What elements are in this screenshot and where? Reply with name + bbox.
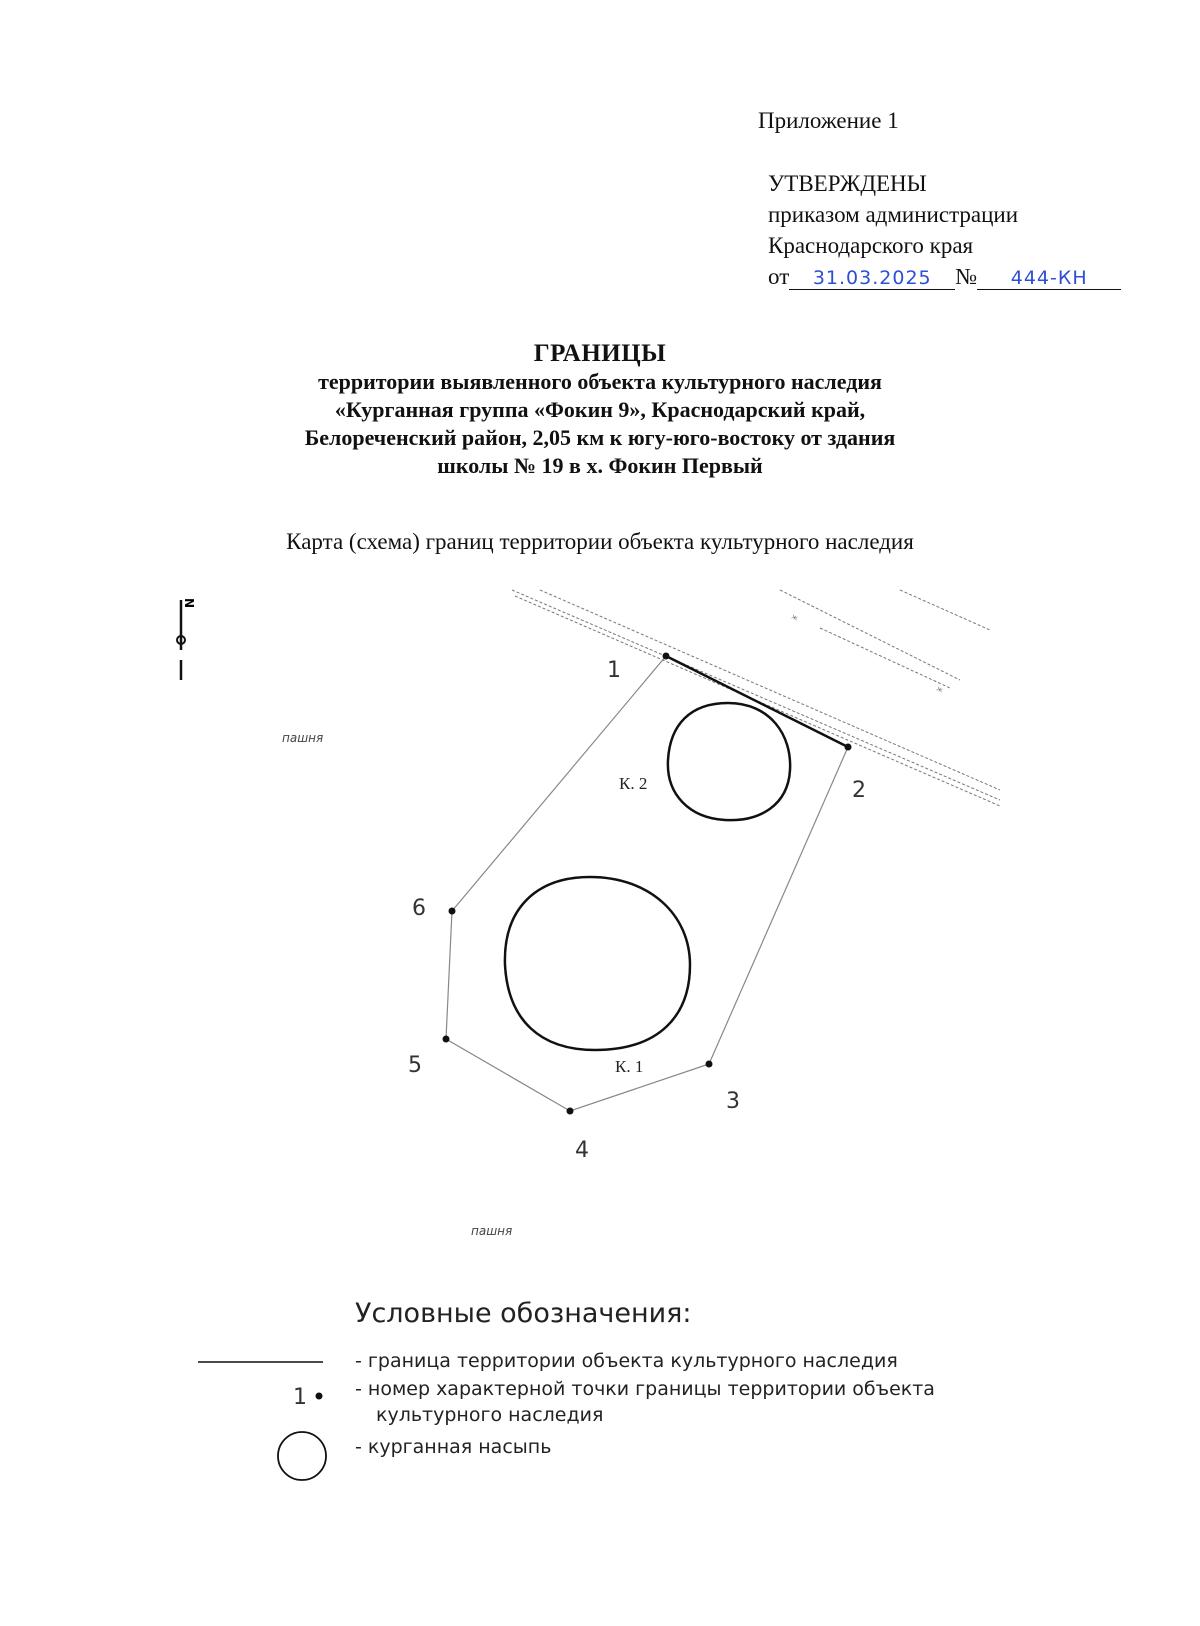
title-line-1: территории выявленного объекта культурного наследия	[318, 369, 882, 394]
mound-k1	[505, 877, 690, 1050]
handwritten-number: 444-КН	[977, 267, 1121, 290]
point-6-marker	[449, 908, 456, 915]
title-line-4: школы № 19 в х. Фокин Первый	[437, 453, 763, 478]
mound-k2-label: К. 2	[619, 774, 648, 793]
road-lines	[512, 590, 1000, 806]
boundary-points	[443, 653, 852, 1115]
boundary-road-segment	[666, 656, 848, 747]
handwritten-date: 31.03.2025	[789, 267, 955, 290]
legend-point-number: 1	[293, 1385, 307, 1410]
road-mark-1: ж	[790, 612, 800, 623]
mound-k1-label: К. 1	[615, 1057, 644, 1076]
point-1-marker	[663, 653, 670, 660]
road-mark-2: ж	[935, 684, 945, 695]
north-arrow-icon	[177, 598, 196, 680]
date-prefix: от	[768, 264, 790, 289]
legend-mound-text: - курганная насыпь	[355, 1436, 552, 1458]
title-line-3: Белореченский район, 2,05 км к югу-юго-востоку от здания	[304, 425, 896, 450]
point-3-marker	[706, 1061, 713, 1068]
point-4-marker	[567, 1108, 574, 1115]
approved-by-line-2: Краснодарского края	[768, 233, 974, 258]
approved-label: УТВЕРЖДЕНЫ	[768, 171, 927, 196]
legend-point-text: - номер характерной точки границы территории объекта	[355, 1378, 935, 1400]
territory-boundary	[446, 656, 848, 1111]
title-main: ГРАНИЦЫ	[533, 340, 667, 367]
number-prefix: №	[955, 264, 978, 289]
field-label-2: пашня	[471, 1224, 513, 1238]
legend-title: Условные обозначения:	[355, 1298, 692, 1329]
point-2-label: 2	[852, 778, 866, 803]
field-label-1: пашня	[282, 731, 324, 745]
point-2-marker	[845, 744, 852, 751]
point-1-label: 1	[607, 658, 621, 683]
approved-by-line-1: приказом администрации	[768, 202, 1019, 227]
legend-point-symbol	[316, 1393, 323, 1400]
appendix-label: Приложение 1	[758, 108, 899, 133]
map-caption: Карта (схема) границ территории объекта культурного наследия	[286, 529, 914, 554]
legend-mound-symbol	[278, 1432, 326, 1480]
title-line-2: «Курганная группа «Фокин 9», Краснодарский край,	[334, 397, 866, 422]
legend-boundary-text: - граница территории объекта культурного наследия	[355, 1350, 898, 1372]
point-4-label: 4	[575, 1138, 589, 1163]
legend-point-text-2: культурного наследия	[376, 1404, 604, 1426]
point-5-marker	[443, 1036, 450, 1043]
point-6-label: 6	[412, 896, 426, 921]
north-label: N	[182, 598, 196, 609]
point-5-label: 5	[408, 1053, 422, 1078]
point-3-label: 3	[726, 1089, 740, 1114]
mound-k2	[668, 703, 790, 820]
